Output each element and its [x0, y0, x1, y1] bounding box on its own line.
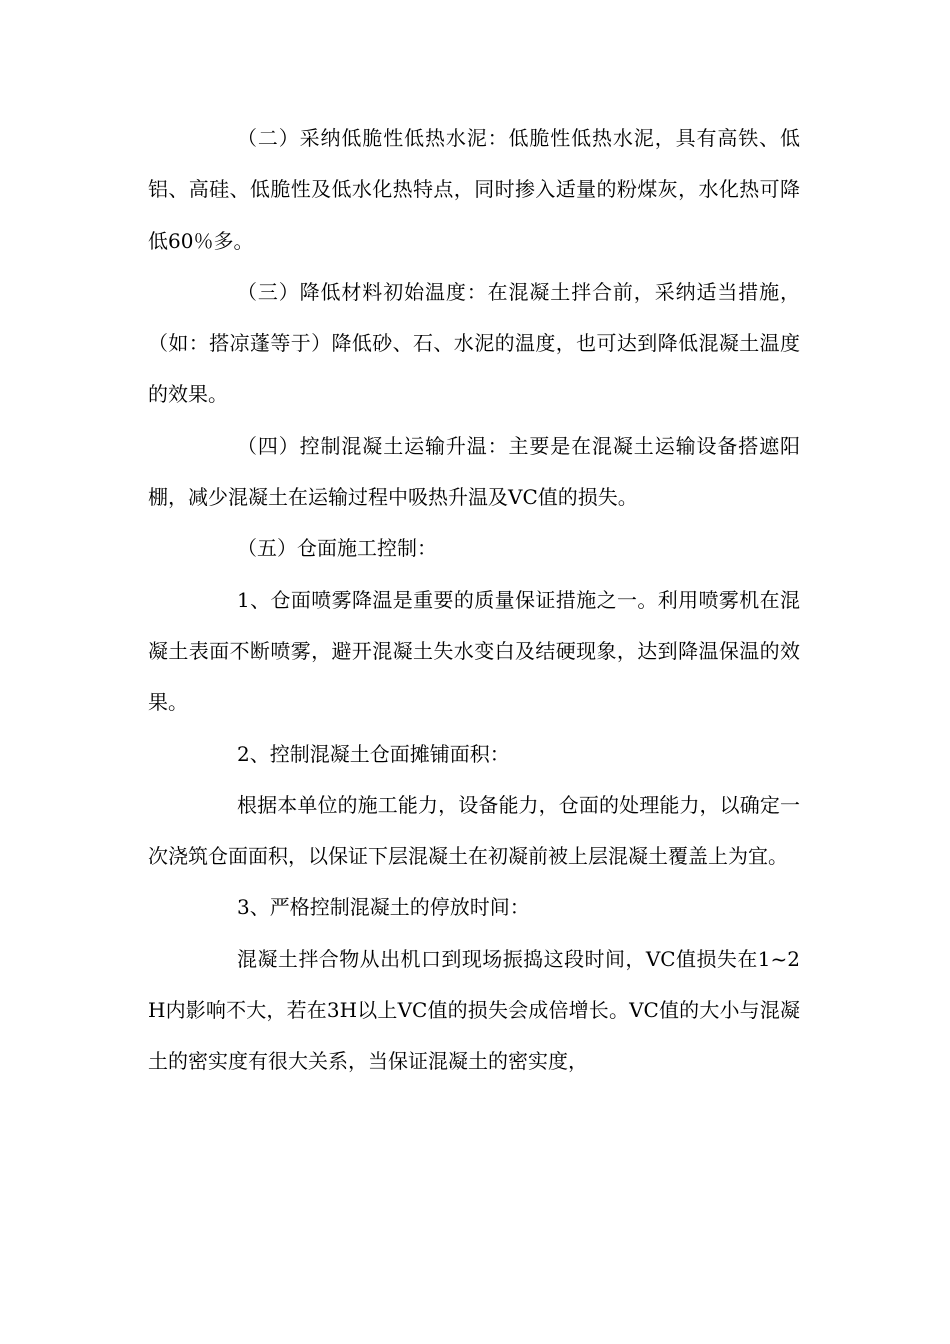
- paragraph-spray-cooling: 1、仓面喷雾降温是重要的质量保证措施之一。利用喷雾机在混凝土表面不断喷雾，避开混凝土失水变白及结硬现象，达到降温保温的效果。: [148, 587, 800, 715]
- paragraph-transport-heating: （四）控制混凝土运输升温：主要是在混凝土运输设备搭遮阳棚，减少混凝土在运输过程中吸热升温及VC值的损失。: [148, 433, 800, 510]
- paragraph-spreading-area-heading: 2、控制混凝土仓面摊铺面积：: [237, 741, 510, 766]
- paragraph-standing-time-heading: 3、严格控制混凝土的停放时间：: [237, 895, 530, 920]
- paragraph-material-temperature: （三）降低材料初始温度：在混凝土拌合前，采纳适当措施，（如：搭凉蓬等于）降低砂、石、水泥的温度，也可达到降低混凝土温度的效果。: [148, 279, 800, 407]
- paragraph-standing-time: 混凝土拌合物从出机口到现场振捣这段时间，VC值损失在1~2H内影响不大，若在3H以上VC值的损失会成倍增长。VC值的大小与混凝土的密实度有很大关系，当保证混凝土的密实度，: [148, 946, 800, 1074]
- paragraph-low-heat-cement: （二）采纳低脆性低热水泥：低脆性低热水泥，具有高铁、低铝、高硅、低脆性及低水化热特点，同时掺入适量的粉煤灰，水化热可降低60％多。: [148, 126, 800, 253]
- document-body: [148, 113, 800, 1088]
- paragraph-surface-construction-heading: （五）仓面施工控制：: [237, 536, 437, 561]
- paragraph-spreading-area: 根据本单位的施工能力，设备能力，仓面的处理能力，以确定一次浇筑仓面面积，以保证下层混凝土在初凝前被上层混凝土覆盖上为宜。: [148, 792, 800, 869]
